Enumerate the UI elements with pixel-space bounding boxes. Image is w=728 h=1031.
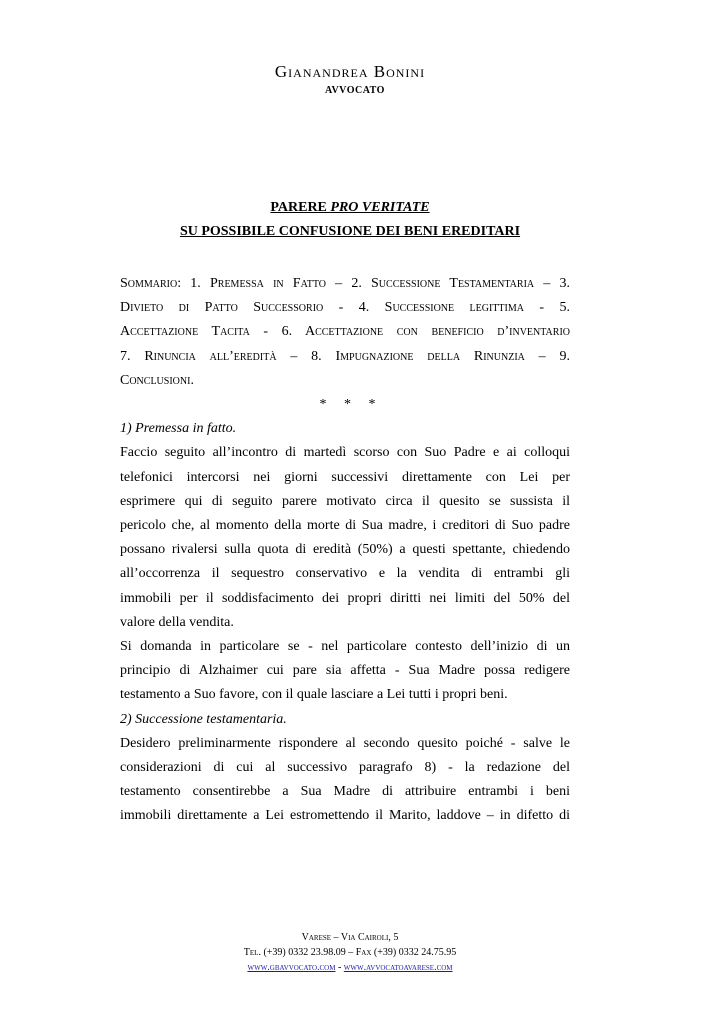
summary-line: Sommario: 1. Premessa in Fatto – 2. Successione Testamentaria – 3. xyxy=(120,276,570,291)
document-title xyxy=(0,200,700,216)
paragraph-line: all’occorrenza il sequestro conservativo e la vendita di entrambi gli xyxy=(120,566,570,582)
summary-line: Accettazione Tacita - 6. Accettazione con beneficio d’inventario xyxy=(120,324,570,340)
paragraph-line: immobili direttamente a Lei estromettendo il Marito, laddove – in difetto di xyxy=(120,808,570,824)
lawyer-role: AVVOCATO xyxy=(325,85,385,96)
section-separator: * * * xyxy=(319,397,383,413)
paragraph-line: Faccio seguito all’incontro di martedì scorso con Suo Padre e ai colloqui xyxy=(120,445,570,461)
paragraph-line: immobili per il soddisfacimento dei propri diritti nei limiti del 50% del xyxy=(120,590,570,606)
document-subtitle: SU POSSIBILE CONFUSIONE DEI BENI EREDITARI xyxy=(179,224,521,239)
link-separator: - xyxy=(335,962,344,973)
summary-line: 7. Rinuncia all’eredità – 8. Impugnazione della Rinunzia – 9. xyxy=(120,348,570,364)
summary-line: Conclusioni. xyxy=(120,372,194,388)
paragraph-line: valore della vendita. xyxy=(120,614,234,630)
letterhead xyxy=(0,62,700,96)
paragraph-line: pericolo che, al momento della morte di Sua madre, i creditori di Suo padre xyxy=(120,518,570,534)
website-link-gbavvocato[interactable]: www.gbavvocato.com xyxy=(247,962,336,973)
paragraph-line: esprimere qui di seguito parere motivato circa il quesito se sussista il xyxy=(120,493,570,509)
footer-contacts: Tel. (+39) 0332 23.98.09 – Fax (+39) 0332 24.75.95 xyxy=(243,947,457,958)
paragraph-line: Desidero preliminarmente rispondere al secondo quesito poiché - salve le xyxy=(120,735,570,751)
title-italic: PRO VERITATE xyxy=(330,200,430,215)
section-heading: 2) Successione testamentaria. xyxy=(120,711,287,727)
document-body xyxy=(120,272,570,829)
lawyer-name: Gianandrea Bonini xyxy=(274,62,426,81)
paragraph-line: telefonici intercorsi nei giorni successivi direttamente con Lei per xyxy=(120,469,570,485)
paragraph-line: possano rivalersi sulla quota di eredità (50%) a questi spettante, chiedendo xyxy=(120,542,570,558)
paragraph-line: principio di Alzhaimer cui pare sia affetta - Sua Madre possa redigere xyxy=(120,663,570,679)
paragraph-line: Si domanda in particolare se - nel particolare contesto dell’inizio di un xyxy=(120,639,570,655)
paragraph-line: testamento consentirebbe a Sua Madre di attribuire entrambi i beni xyxy=(120,784,570,800)
paragraph-line: testamento a Suo favore, con il quale lasciare a Lei tutti i propri beni. xyxy=(120,687,508,703)
website-link-avvocatoavarese[interactable]: www.avvocatoavarese.com xyxy=(343,962,453,973)
footer-links xyxy=(0,960,700,975)
section-heading: 1) Premessa in fatto. xyxy=(120,421,237,437)
title-prefix: PARERE xyxy=(270,200,331,215)
paragraph-line: considerazioni di cui al successivo paragrafo 8) - la redazione del xyxy=(120,760,570,776)
footer-address: Varese – Via Cairoli, 5 xyxy=(301,932,399,943)
summary-line: Divieto di Patto Successorio - 4. Successione legittima - 5. xyxy=(120,300,570,316)
page-footer xyxy=(0,930,700,975)
